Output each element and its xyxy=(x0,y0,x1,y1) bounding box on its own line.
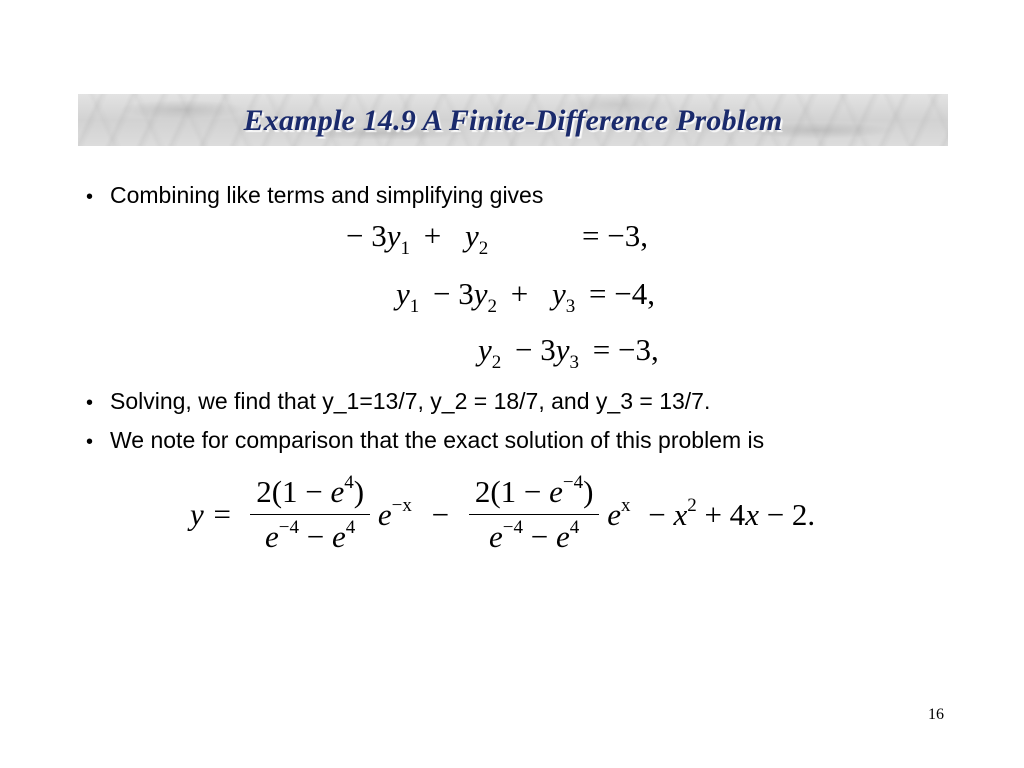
denominator xyxy=(469,515,600,555)
page-number: 16 xyxy=(928,706,944,723)
var: y xyxy=(464,218,479,253)
var: y xyxy=(473,276,488,311)
exponent: −4 xyxy=(278,517,299,538)
bullet-dot: • xyxy=(86,392,94,414)
coef: − 3 xyxy=(433,276,474,311)
term-2 xyxy=(607,494,631,532)
var: e xyxy=(549,474,563,509)
text: 2(1 − xyxy=(256,474,331,509)
var: y xyxy=(555,332,570,367)
operator: + xyxy=(423,218,442,253)
text: − xyxy=(648,496,674,532)
operator: − xyxy=(431,496,450,532)
text: − xyxy=(299,519,332,554)
subscript: 2 xyxy=(478,238,489,259)
slide-title: Example 14.9 A Finite-Difference Problem xyxy=(243,104,783,137)
var: y xyxy=(478,332,492,367)
equation-2 xyxy=(396,276,655,317)
text: + 4 xyxy=(696,496,746,532)
text: ) xyxy=(353,474,365,509)
rhs: = −3, xyxy=(592,332,659,367)
var: x xyxy=(673,496,688,532)
bullet-text: We note for comparison that the exact solution of this problem is xyxy=(110,427,765,453)
bullet-combining xyxy=(86,182,543,209)
tail xyxy=(648,494,816,532)
exponent: −4 xyxy=(562,472,584,493)
bullet-dot: • xyxy=(86,186,94,208)
var: e xyxy=(265,519,279,554)
subscript: 2 xyxy=(491,352,502,373)
bullet-exact xyxy=(86,427,764,454)
bullet-dot: • xyxy=(86,431,94,453)
coef: − 3 xyxy=(515,332,556,367)
fraction-1 xyxy=(250,474,370,555)
lhs: y = xyxy=(190,496,233,532)
rhs: = −4, xyxy=(589,276,655,311)
equation-3 xyxy=(478,332,659,373)
operator: + xyxy=(510,276,529,311)
rhs: = −3, xyxy=(582,218,648,253)
denominator xyxy=(250,515,370,555)
subscript: 3 xyxy=(569,352,580,373)
text: − 2. xyxy=(758,496,816,532)
var: y xyxy=(552,276,566,311)
exponent: 4 xyxy=(345,517,356,538)
equation-1 xyxy=(346,218,648,259)
text: ) xyxy=(583,474,594,509)
exact-solution xyxy=(190,474,815,555)
fraction-2 xyxy=(469,474,600,555)
bullet-solving xyxy=(86,388,710,415)
subscript: 3 xyxy=(565,296,576,317)
coef: − 3 xyxy=(346,218,387,253)
exponent: 2 xyxy=(687,494,697,516)
subscript: 2 xyxy=(487,296,498,317)
var: y xyxy=(386,218,401,253)
exponent: x xyxy=(620,494,631,516)
numerator xyxy=(250,474,370,515)
text: 2(1 − xyxy=(474,474,550,509)
bullet-text: Solving, we find that y_1=13/7, y_2 = 18/7, and y_3 = 13/7. xyxy=(110,388,711,414)
var: x xyxy=(745,496,759,532)
title-banner xyxy=(78,94,948,146)
var: y xyxy=(396,276,410,311)
term-1 xyxy=(377,494,412,532)
bullet-text: Combining like terms and simplifying gives xyxy=(110,182,544,208)
exponent: 4 xyxy=(344,472,354,493)
var: e xyxy=(330,474,345,509)
exponent: 4 xyxy=(569,517,580,538)
var: e xyxy=(489,519,503,554)
var: e xyxy=(555,519,570,554)
exponent: −x xyxy=(391,494,412,516)
text: − xyxy=(522,519,556,554)
subscript: 1 xyxy=(400,238,410,259)
exponent: −4 xyxy=(502,517,523,538)
var: e xyxy=(607,496,621,532)
numerator xyxy=(469,474,600,515)
var: e xyxy=(331,519,346,554)
subscript: 1 xyxy=(409,296,420,317)
var: e xyxy=(377,496,392,532)
